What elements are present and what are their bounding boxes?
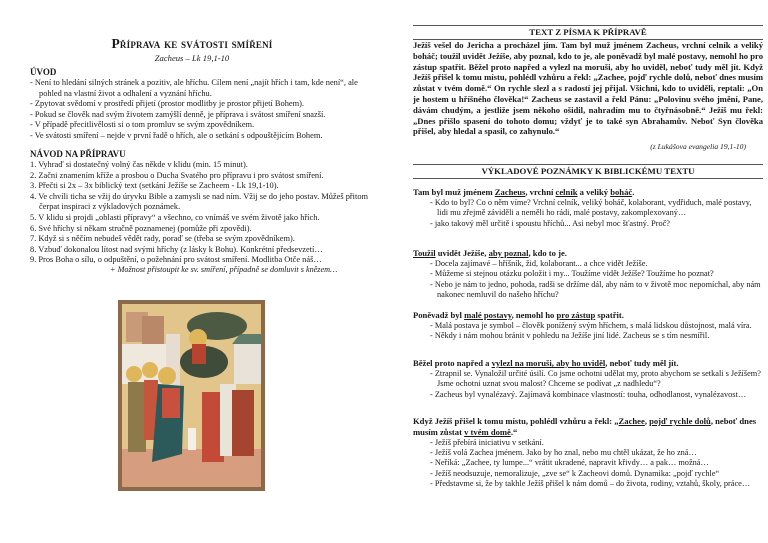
heading-text: , kdo to je. — [528, 248, 567, 258]
intro-heading: ÚVOD — [30, 67, 57, 77]
heading-text: . — [632, 187, 635, 197]
instruction-step: 7. Když si s něčím nebudeš vědět rady, poraď se (třeba se svým zpovědníkem). — [30, 234, 295, 244]
emphasized-phrase: celník — [555, 187, 578, 197]
heading-text: .“ — [510, 426, 518, 437]
notes-heading: VÝKLADOVÉ POZNÁMKY K BIBLICKÉMU TEXTU — [413, 164, 763, 179]
heading-text: , neboť tudy měl jít. — [605, 358, 679, 368]
note-section — [413, 416, 763, 490]
emphasized-phrase: pro zástup — [556, 310, 596, 320]
intro-section — [30, 67, 375, 142]
zacchaeus-icon-image — [118, 300, 265, 491]
note-item: - Docela zajímavé – hříšník, žid, kolaborant... a chce vidět Ježíše. — [430, 258, 648, 268]
instruction-step: 2. Začni znamením kříže a prosbou o Ducha Svatého pro přípravu i pro svátost smíření. — [30, 170, 324, 180]
note-item: - Zacheus byl vynalézavý. Zajímavá kombinace vlastností: touha, odhodlanost, vynalézavost… — [430, 389, 747, 399]
note-item: - Představme si, že by takhle Ježíš přišel k nám domů – do života, rodiny, vztahů, školy, práce… — [430, 479, 751, 489]
icon-painting — [122, 304, 261, 487]
scripture-text: Ježíš vešel do Jericha a procházel jím. Tam byl muž jménem Zacheus, vrchní celník a veliký boháč; toužil uvidět Ježíše, aby poznal, kdo to je, ale poněvadž byl malé postavy, nemohl ho pro zástup spatřit. Běžel proto napřed a vylezl na moruši, aby ho uviděl, neboť tudy měl jít. Když Ježíš přišel k tomu místu, pohlédl vzhůru a řekl: „Zachee, pojď rychle dolů, neboť dnes musím zůstat v tvém domě.“ On rychle slezl a s radostí jej přijal. Všichni, kdo to uviděli, reptali: „On je hostem u hříšného člověka!“ Zacheus se zastavil a řekl Pánu: „Polovinu svého jmění, Pane, dávám chudým, a jestliže jsem někoho ošidil, nahradím mu to čtyřnásobně.“ Ježíš mu řekl: „Dnes přišlo spasení do tohoto domu; vždyť je to také syn Abrahamův. Neboť Syn člověka přišel, aby hledal a spasil, co zahynulo.“ — [413, 40, 763, 137]
heading-text: Když Ježíš přišel k tomu místu, pohlédl vzhůru a řekl: „ — [413, 416, 619, 426]
note-section — [413, 187, 763, 229]
instruction-step: 4. Ve chvíli ticha se vžij do úryvku Bible a zamysli se nad ním. Vžij se do jeho postav. Můžeš přitom čerpat inspiraci z výkladových poznámek. — [30, 191, 369, 212]
intro-item: - Není to hledání silných stránek a pozitiv, ale hříchu. Cílem není „najít hřích i tam, kde není“, ale pohled na vlastní život a odhalení a vyznání hříchu. — [30, 78, 358, 98]
instruction-step: 3. Přečti si 2x – 3x biblický text (setkání Ježíše se Zacheem - Lk 19,1-10). — [30, 181, 279, 191]
heading-text: , nemohl ho — [511, 310, 557, 320]
instructions-heading: NÁVOD NA PŘÍPRAVU — [30, 149, 126, 159]
instructions-list — [30, 160, 375, 266]
note-heading — [413, 358, 763, 369]
note-item: - jako takový měl určitě i spoustu hříchů... Asi nebyl moc šťastný. Proč? — [430, 218, 670, 228]
heading-text: uvidět Ježíše, — [435, 248, 489, 258]
heading-text: Běžel proto napřed a — [413, 358, 492, 368]
emphasized-phrase: vylezl na moruši, aby ho uviděl — [491, 358, 606, 368]
intro-item: - V případě přecitlivělosti si o tom promluv se svým zpovědníkem. — [30, 120, 255, 130]
instruction-step: 9. Pros Boha o sílu, o odpuštění, o požehnání pro svátost smíření. Modlitba Otče náš… — [30, 255, 322, 265]
emphasized-phrase: malé postavy — [464, 310, 512, 320]
note-heading — [413, 187, 763, 198]
page-title: Příprava ke svátosti smíření — [111, 36, 273, 51]
note-section — [413, 248, 763, 300]
instruction-step: 8. Vzbuď dokonalou lítost nad svými hříchy (z lásky k Bohu). Konkrétní předsevzetí… — [30, 244, 323, 254]
note-item: - Ježíš přebírá iniciativu v setkání. — [430, 437, 544, 447]
instruction-step: 6. Své hříchy si někam stručně poznamenej (pomůže při zpovědi). — [30, 223, 252, 233]
note-list — [413, 321, 763, 342]
intro-item: - Zpytovat svědomí v prostředí přijetí (prostor modlitby je prostor přijetí Bohem). — [30, 99, 305, 109]
note-item: - Ztrapnil se. Vynaložil určité úsilí. Co jsme ochotni udělat my, proto abychom se setkali s Ježíšem? Jsme ochotni uznat svou malost? Chceme se podívat „z nadhledu“? — [430, 368, 761, 389]
heading-text: spatřit. — [595, 310, 624, 320]
instructions-section — [30, 149, 375, 266]
note-section — [413, 358, 763, 400]
note-item: - Neříká: „Zachee, ty lumpe...“ vrátit ukradené, napravit křivdy… a pak… možná… — [430, 458, 709, 468]
scripture-heading: TEXT Z PÍSMA K PŘÍPRAVĚ — [413, 25, 763, 40]
heading-text: Tam byl muž jménem — [413, 187, 495, 197]
heading-text: , neboť dnes musím zůstat — [413, 416, 757, 437]
note-item: - Nebo je nám to jedno, pohoda, radši se držíme dál, aby nám to v životě moc nepomíchal, aby nám nakonec nemluvil do našeho hříchu? — [430, 279, 761, 300]
instruction-step: 1. Vyhraď si dostatečný volný čas někde v klidu (min. 15 minut). — [30, 160, 248, 169]
heading-text: Poněvadž byl — [413, 310, 465, 320]
note-item: - Malá postava je symbol – člověk ponížený svým hříchem, s malá lidskou důstojnost, malá víra. — [430, 320, 752, 330]
note-heading — [413, 416, 763, 438]
emphasized-phrase: pojď rychle dolů — [649, 416, 711, 426]
emphasized-phrase: Toužil — [413, 248, 436, 258]
heading-text: a veliký — [577, 187, 611, 197]
emphasized-phrase: aby poznal — [488, 248, 529, 258]
note-list — [413, 198, 763, 229]
emphasized-phrase: Zacheus — [494, 187, 526, 197]
page-subtitle: Zacheus – Lk 19,1-10 — [154, 53, 230, 63]
note-item: - Kdo to byl? Co o něm víme? Vrchní celník, veliký boháč, kolaborant, vydřiduch, malé postavy, lidi mu zřejmě záviděli a neměli ho rádi, malé postavy, zakomplexovaný… — [430, 197, 752, 218]
heading-text: , — [644, 416, 650, 426]
emphasized-phrase: boháč — [610, 187, 633, 197]
note-list — [413, 369, 763, 400]
note-item: - Ježíš neodsuzuje, nemoralizuje, „zve se“ k Zacheovi domů. Dynamika: „pojď rychle“ — [430, 468, 720, 478]
confession-note: + Možnost přistoupit ke sv. smíření, případně se domluvit s knězem… — [110, 265, 338, 274]
emphasized-phrase: v tvém domě — [464, 426, 511, 437]
note-list — [413, 438, 763, 490]
note-list — [413, 259, 763, 301]
instruction-step: 5. V klidu si projdi „oblasti přípravy“ a všechno, co vnímáš ve svém životě jako hřích. — [30, 212, 320, 222]
scripture-source: (z Lukášova evangelia 19,1-10) — [650, 142, 746, 151]
intro-item: - Ve svátosti smíření – nejde v první řadě o hřích, ale o setkání s odpouštějícím Bohem. — [30, 130, 323, 140]
note-item: - Někdy i nám mohou bránit v pohledu na Ježíše jiní lidé. Zacheus se s tím nesmířil. — [430, 331, 710, 341]
emphasized-phrase: Zachee — [618, 416, 645, 426]
note-item: - Můžeme si stejnou otázku položit i my... Toužíme vidět Ježíše? Toužíme ho poznat? — [430, 269, 714, 279]
note-item: - Ježíš volá Zachea jménem. Jako by ho znal, nebo mu chtěl ukázat, že ho zná… — [430, 448, 697, 457]
note-heading — [413, 248, 763, 259]
note-section — [413, 310, 763, 342]
heading-text: , vrchní — [525, 187, 556, 197]
intro-item: - Pokud se člověk nad svým životem zamýšlí denně, je příprava i svátost smíření snazší. — [30, 109, 326, 119]
intro-list — [30, 78, 375, 142]
note-heading — [413, 310, 763, 321]
